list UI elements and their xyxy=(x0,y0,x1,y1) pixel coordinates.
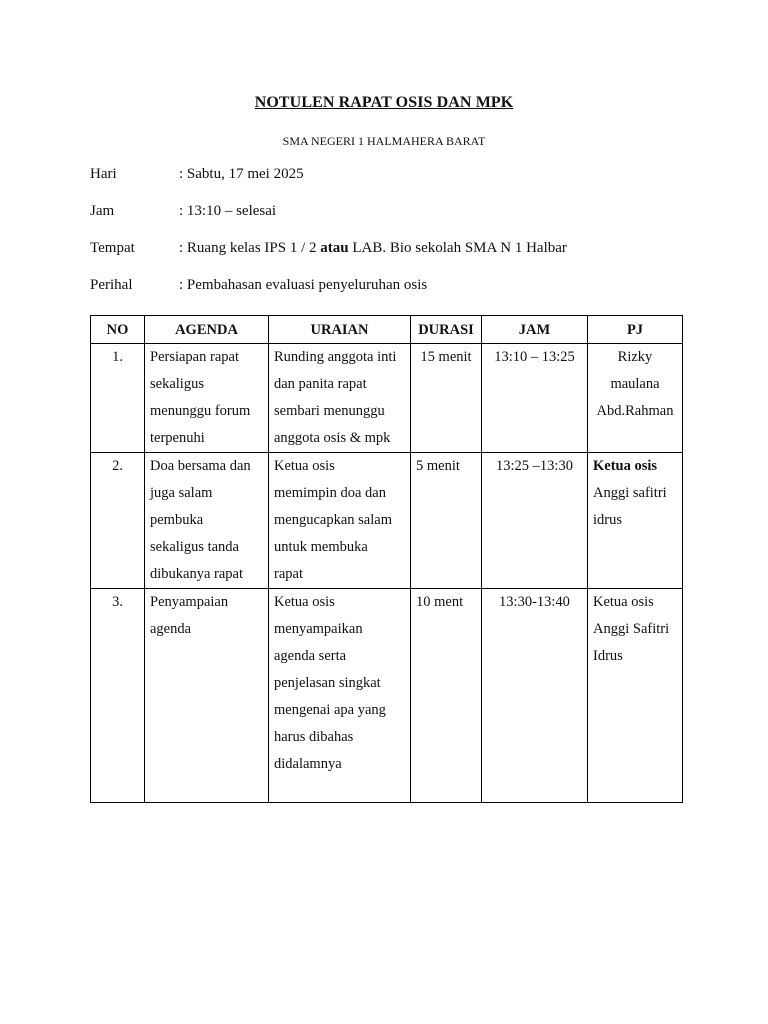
header-durasi: DURASI xyxy=(411,316,482,344)
pj-line: Abd.Rahman xyxy=(596,403,674,419)
jam-label: Jam xyxy=(90,203,115,219)
agenda-line: agenda xyxy=(150,621,192,637)
tempat-value-bold: atau xyxy=(320,240,349,256)
row-no-text: 2. xyxy=(112,458,123,474)
pj-line: Rizky xyxy=(617,349,653,365)
pj-line: maulana xyxy=(610,376,660,392)
uraian-line: dan panita rapat xyxy=(274,376,367,392)
row-uraian xyxy=(269,344,411,453)
uraian-line: mengucapkan salam xyxy=(274,512,392,528)
uraian-line: mengenai apa yang xyxy=(274,702,386,718)
table-row xyxy=(91,344,683,453)
row-pj xyxy=(588,589,683,803)
jam-text: 13:30-13:40 xyxy=(499,594,570,610)
agenda-line: sekaligus tanda xyxy=(150,539,239,555)
row-pj xyxy=(588,453,683,589)
agenda-line: pembuka xyxy=(150,512,204,528)
header-jam: JAM xyxy=(482,316,588,344)
durasi-text: 10 ment xyxy=(416,594,464,610)
row-uraian xyxy=(269,453,411,589)
uraian-line: memimpin doa dan xyxy=(274,485,386,501)
agenda-line: Penyampaian xyxy=(150,594,229,610)
header-uraian: URAIAN xyxy=(269,316,411,344)
jam-text: 13:10 – 13:25 xyxy=(494,349,575,365)
row-agenda xyxy=(145,344,269,453)
header-pj: PJ xyxy=(588,316,683,344)
pj-line: Anggi safitri xyxy=(593,485,667,501)
uraian-line: anggota osis & mpk xyxy=(274,430,391,446)
uraian-line: sembari menunggu xyxy=(274,403,385,419)
agenda-line: Persiapan rapat xyxy=(150,349,239,365)
tempat-value-prefix: : Ruang kelas IPS 1 / 2 xyxy=(179,240,321,256)
durasi-text: 5 menit xyxy=(416,458,460,474)
agenda-line: juga salam xyxy=(150,485,213,501)
hari-value: : Sabtu, 17 mei 2025 xyxy=(179,166,304,182)
jam-value: : 13:10 – selesai xyxy=(179,203,277,219)
uraian-line: Ketua osis xyxy=(274,594,335,610)
tempat-value xyxy=(179,240,567,257)
pj-line-bold: Ketua osis xyxy=(593,458,658,474)
durasi-text: 15 menit xyxy=(420,349,472,365)
uraian-line: rapat xyxy=(274,566,303,582)
pj-line: idrus xyxy=(593,512,622,528)
pj-line: Anggi Safitri xyxy=(593,621,670,637)
perihal-label: Perihal xyxy=(90,277,133,293)
agenda-line: terpenuhi xyxy=(150,430,205,446)
uraian-line: untuk membuka xyxy=(274,539,368,555)
perihal-value: : Pembahasan evaluasi penyeluruhan osis xyxy=(179,277,428,293)
pj-line: Ketua osis xyxy=(593,594,654,610)
tempat-value-suffix: LAB. Bio sekolah SMA N 1 Halbar xyxy=(348,240,567,256)
row-durasi xyxy=(411,453,482,589)
tempat-label: Tempat xyxy=(90,240,135,256)
row-durasi xyxy=(411,589,482,803)
uraian-line: penjelasan singkat xyxy=(274,675,381,691)
jam-text: 13:25 –13:30 xyxy=(496,458,573,474)
agenda-line: dibukanya rapat xyxy=(150,566,244,582)
table-row xyxy=(91,453,683,589)
header-agenda: AGENDA xyxy=(145,316,269,344)
uraian-line: Ketua osis xyxy=(274,458,335,474)
school-name: SMA NEGERI 1 HALMAHERA BARAT xyxy=(282,134,486,148)
uraian-line: didalamnya xyxy=(274,756,342,772)
row-agenda xyxy=(145,589,269,803)
header-no: NO xyxy=(91,316,145,344)
row-pj xyxy=(588,344,683,453)
table-row xyxy=(91,589,683,803)
table-header-row xyxy=(91,316,683,344)
agenda-line: menunggu forum xyxy=(150,403,251,419)
uraian-line: Runding anggota inti xyxy=(274,349,397,365)
row-no xyxy=(91,344,145,453)
row-no xyxy=(91,453,145,589)
row-durasi xyxy=(411,344,482,453)
agenda-line: sekaligus xyxy=(150,376,204,392)
row-uraian xyxy=(269,589,411,803)
row-jam xyxy=(482,453,588,589)
row-jam xyxy=(482,344,588,453)
document-title: NOTULEN RAPAT OSIS DAN MPK xyxy=(254,94,514,111)
hari-label: Hari xyxy=(90,166,117,182)
row-agenda xyxy=(145,453,269,589)
agenda-table xyxy=(90,315,683,803)
agenda-line: Doa bersama dan xyxy=(150,458,251,474)
row-no xyxy=(91,589,145,803)
row-jam xyxy=(482,589,588,803)
row-no-text: 1. xyxy=(112,349,123,365)
row-no-text: 3. xyxy=(112,594,123,610)
uraian-line: menyampaikan xyxy=(274,621,363,637)
pj-line: Idrus xyxy=(593,648,623,664)
uraian-line: agenda serta xyxy=(274,648,347,664)
uraian-line: harus dibahas xyxy=(274,729,354,745)
